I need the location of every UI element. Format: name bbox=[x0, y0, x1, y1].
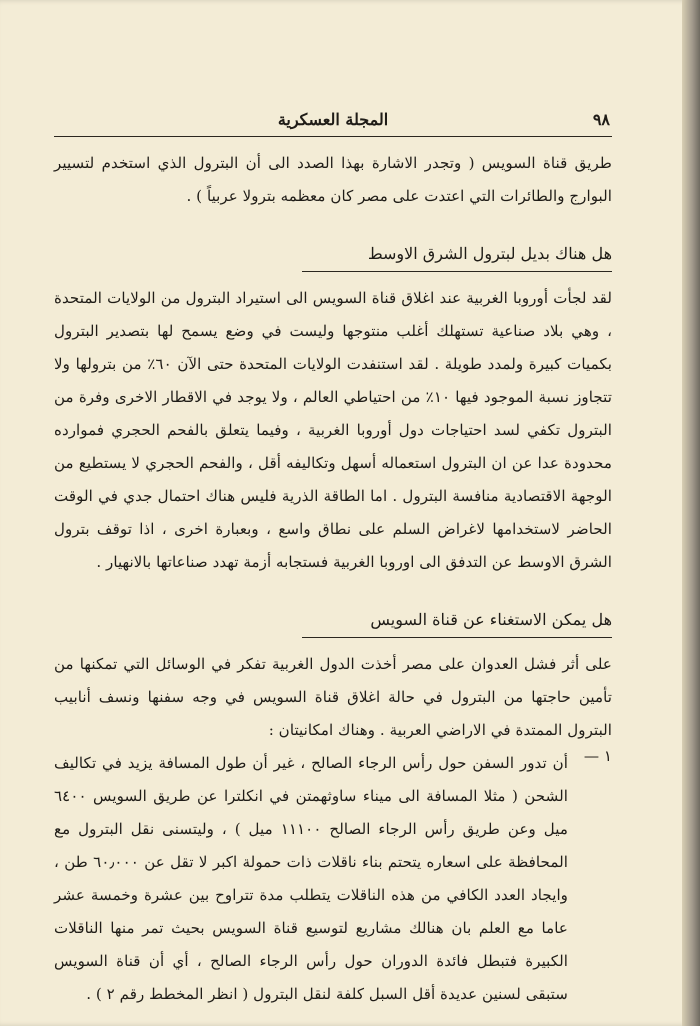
list-item-text: أن تدور السفن حول رأس الرجاء الصالح ، غير أن طول المسافة يزيد في تكاليف الشحن ( مثلا المسافة الى ميناء ساوثهمتن في انكلترا عن طريق السويس ٦٤٠٠ ميل وعن طريق رأس الرجاء الصالح ١١١٠٠ ميل ) ، وليتسنى نقل البترول مع المحافظة على اسعاره يتحتم بناء ناقلات ذات حمولة اكبر لا تقل عن ٦٠٫٠٠٠ طن ، وايجاد العدد الكافي من هذه الناقلات يتطلب مدة تتراوح بين عشرة وخمسة عشر عاما مع العلم بان هنالك مشاريع لتوسيع قناة السويس بحيث تمر منها الناقلات الكبيرة فتبطل فائدة الدوران حول رأس الرجاء الصالح ، أي أن قناة السويس ستبقى لسنين عديدة أقل السبل كلفة لنقل البترول ( انظر المخطط رقم ٢ ) . bbox=[54, 754, 568, 1003]
page-content bbox=[54, 108, 612, 1011]
intro-paragraph: طريق قناة السويس ( وتجدر الاشارة بهذا الصدد الى أن البترول الذي استخدم لتسيير البوارج والطائرات التي اعتدت على مصر كان معظمه بترولا عربياً ) . bbox=[54, 154, 612, 205]
book-gutter bbox=[682, 0, 700, 1026]
section-heading-suez: هل يمكن الاستغناء عن قناة السويس bbox=[302, 607, 612, 638]
running-header bbox=[54, 108, 612, 137]
list-marker: ١ — bbox=[583, 747, 612, 765]
section-heading-alternative: هل هناك بديل لبترول الشرق الاوسط bbox=[302, 241, 612, 272]
page-number: ٩٨ bbox=[592, 110, 610, 129]
journal-title: المجلة العسكرية bbox=[277, 110, 389, 129]
section-paragraph-suez: على أثر فشل العدوان على مصر أخذت الدول الغربية تفكر في الوسائل التي تمكنها من تأمين حاجتها من البترول في حالة اغلاق قناة السويس في وجه سفنها ونسف أنابيب البترول الممتدة في الاراضي العربية . وهناك امكانيتان : bbox=[54, 655, 612, 739]
list-item bbox=[54, 747, 612, 1011]
section-paragraph-alternative: لقد لجأت أوروبا الغربية عند اغلاق قناة السويس الى استيراد البترول من الولايات المتحدة ، وهي بلاد صناعية تستهلك أغلب منتوجها وليست في وضع يسمح لها بتصدير البترول بكميات كبيرة ولمدد طويلة . لقد استنفدت الولايات المتحدة حتى الآن ٦٠٪ من بترولها ولا تتجاوز نسبة الموجود فيها ١٠٪ من احتياطي العالم ، ولا يوجد في الاقطار الاخرى وفرة من البترول تكفي لسد احتياجات دول أوروبا الغربية ، وفيما يتعلق بالفحم الحجري فموارده محدودة عدا عن ان البترول استعماله أسهل وتكاليفه أقل ، والفحم الحجري لا يستطيع من الوجهة الاقتصادية منافسة البترول . اما الطاقة الذرية فليس هناك احتمال جدي في الوقت الحاضر لاستخدامها لاغراض السلم على نطاق واسع ، وبعبارة اخرى ، اذا توقف بترول الشرق الاوسط عن التدفق الى اوروبا الغربية فستجابه أزمة تهدد صناعاتها بالانهيار . bbox=[54, 289, 612, 571]
